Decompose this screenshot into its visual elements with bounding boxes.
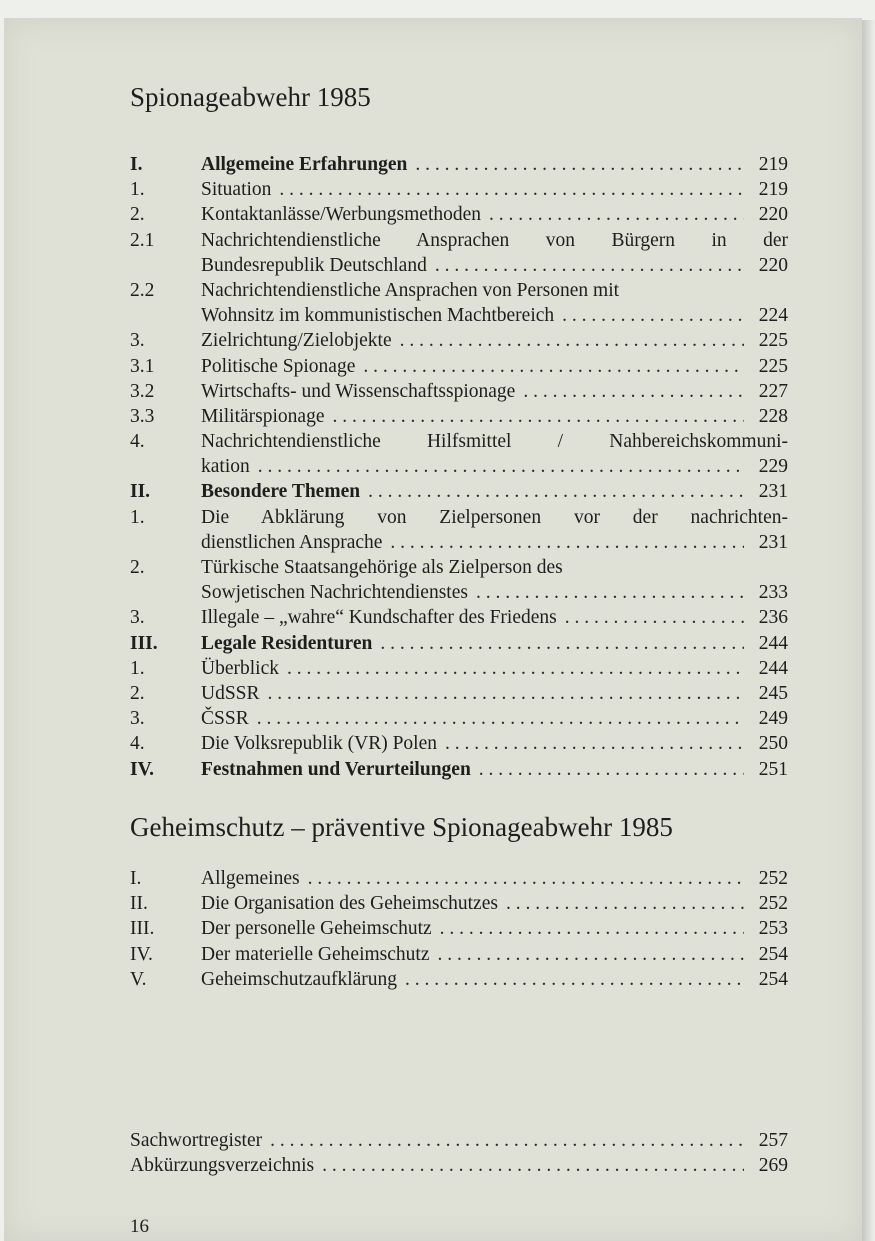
toc-entry[interactable] <box>130 152 788 177</box>
toc-entry-title: Der materielle Geheimschutz <box>201 943 430 965</box>
dot-leader <box>332 404 744 429</box>
toc-entry-leader-line <box>201 967 788 992</box>
toc-entry-leader-line <box>201 177 788 202</box>
toc-entry-number: 2.1 <box>130 229 155 251</box>
toc-entry-leader-line <box>201 454 788 479</box>
toc-entry-page: 225 <box>758 355 788 377</box>
toc-entry[interactable] <box>130 866 788 891</box>
toc-entry-number: III. <box>130 632 158 654</box>
toc-entry[interactable] <box>130 505 788 555</box>
section-title-spionageabwehr: Spionageabwehr 1985 <box>130 82 371 112</box>
toc-entry-text <box>201 681 788 706</box>
toc-entry-title: Legale Residenturen <box>201 632 373 654</box>
dot-leader <box>368 479 744 504</box>
dot-leader <box>363 354 744 379</box>
dot-leader <box>400 328 744 353</box>
toc-entry-page: 269 <box>758 1155 788 1177</box>
toc-entry[interactable] <box>130 555 788 605</box>
toc-entry-number: IV. <box>130 943 153 965</box>
dot-leader <box>258 454 744 479</box>
toc-entry-leader-line <box>201 404 788 429</box>
toc-entry-page: 220 <box>758 254 788 276</box>
toc-entry-number: 3.3 <box>130 405 155 427</box>
toc-entry-leader-line <box>201 354 788 379</box>
toc-entry-title: Militärspionage <box>201 405 325 427</box>
dot-leader <box>270 1128 744 1153</box>
toc-entry[interactable] <box>130 379 788 404</box>
toc-entry-text <box>201 967 788 992</box>
toc-entry-text <box>201 505 788 555</box>
toc-entry-title: Die Volksrepublik (VR) Polen <box>201 733 437 755</box>
toc-entry-title: Wohnsitz im kommunistischen Machtbereich <box>201 305 555 327</box>
toc-entry-title: Illegale – „wahre“ Kundschafter des Friedens <box>201 607 557 629</box>
toc-entry-title: Wirtschafts- und Wissenschaftsspionage <box>201 380 516 402</box>
toc-entry-number: III. <box>130 918 155 940</box>
toc-entry-title: Sachwortregister <box>130 1130 263 1151</box>
dot-leader <box>435 253 744 278</box>
book-page <box>4 18 862 1241</box>
toc-entry[interactable] <box>130 605 788 630</box>
toc-entry-leader-line <box>201 605 788 630</box>
dot-leader <box>405 967 744 992</box>
toc-entry-number: 2. <box>130 683 145 705</box>
toc-entry-page: 224 <box>758 305 788 327</box>
toc-entry-leader-line <box>201 530 788 555</box>
dot-leader <box>279 177 744 202</box>
toc-entry-text <box>201 706 788 731</box>
toc-entry-leader-line <box>130 1153 788 1178</box>
dot-leader <box>257 706 744 731</box>
toc-entry-title-first-line: Nachrichtendienstliche Ansprachen von Bürgern in der <box>201 229 788 251</box>
toc-entry-number: 3. <box>130 607 145 629</box>
dot-leader <box>445 731 744 756</box>
toc-entry-text <box>201 177 788 202</box>
toc-entry-title: Festnahmen und Verurteilungen <box>201 758 471 780</box>
toc-entry[interactable] <box>130 202 788 227</box>
toc-entry-number: II. <box>130 893 148 915</box>
dot-leader <box>390 530 744 555</box>
toc-entry-title: Allgemeine Erfahrungen <box>201 154 408 175</box>
toc-entry-title: Abkürzungsverzeichnis <box>130 1155 315 1177</box>
toc-entry-text <box>201 152 788 177</box>
toc-entry-leader-line <box>201 303 788 328</box>
toc-entry-leader-line <box>201 152 788 177</box>
dot-leader <box>440 916 744 941</box>
toc-entry-page: 257 <box>758 1130 788 1151</box>
toc-entry-number: I. <box>130 868 142 889</box>
toc-entry[interactable] <box>130 177 788 202</box>
toc-entry-text <box>201 757 788 782</box>
dot-leader <box>308 866 744 891</box>
toc-entry-number: 1. <box>130 179 145 201</box>
toc-entry[interactable] <box>130 1153 788 1178</box>
toc-entry-title: Der personelle Geheimschutz <box>201 918 432 940</box>
toc-entry[interactable] <box>130 757 788 782</box>
toc-entry-page: 228 <box>758 405 788 427</box>
toc-entry-leader-line <box>201 631 788 656</box>
toc-entry-title: UdSSR <box>201 683 260 705</box>
dot-leader <box>506 891 744 916</box>
toc-entry[interactable] <box>130 631 788 656</box>
toc-entry-title: kation <box>201 456 250 478</box>
toc-entry-title: Besondere Themen <box>201 481 361 503</box>
toc-entry-page: 244 <box>758 632 788 654</box>
toc-entry-title: dienstlichen Ansprache <box>201 531 383 553</box>
toc-entry-number: 4. <box>130 431 145 453</box>
toc-entry-page: 251 <box>758 758 788 780</box>
toc-entry-page: 219 <box>758 154 788 175</box>
toc-entry-leader-line <box>201 706 788 731</box>
toc-entry-text <box>201 479 788 504</box>
toc-entry-title: Kontaktanlässe/Werbungsmethoden <box>201 204 482 226</box>
toc-entry-number: 3. <box>130 330 145 352</box>
toc-entry-page: 227 <box>758 380 788 402</box>
toc-entry-number: 3.1 <box>130 355 155 377</box>
toc-spionageabwehr <box>130 152 788 782</box>
toc-entry-leader-line <box>201 253 788 278</box>
toc-entry-text <box>201 404 788 429</box>
toc-entry-text <box>201 328 788 353</box>
toc-entry[interactable] <box>130 1128 788 1153</box>
toc-entry-title: Überblick <box>201 657 279 679</box>
toc-entry-leader-line <box>201 757 788 782</box>
dot-leader <box>268 681 744 706</box>
toc-entry-title: Allgemeines <box>201 868 300 889</box>
toc-entry-text <box>201 731 788 756</box>
toc-entry[interactable] <box>130 404 788 429</box>
section-title-geheimschutz: Geheimschutz – präventive Spionageabwehr 1985 <box>130 812 673 842</box>
dot-leader <box>322 1153 744 1178</box>
toc-entry-page: 220 <box>758 204 788 226</box>
toc-entry-page: 249 <box>758 708 788 730</box>
toc-entry-text <box>201 605 788 630</box>
toc-entry[interactable] <box>130 656 788 681</box>
toc-entry-text <box>201 379 788 404</box>
toc-entry-leader-line <box>201 328 788 353</box>
toc-entry-text <box>201 429 788 479</box>
toc-entry-number: 3. <box>130 708 145 730</box>
toc-entry-number: I. <box>130 154 143 175</box>
toc-entry-leader-line <box>201 479 788 504</box>
toc-entry-page: 245 <box>758 683 788 705</box>
toc-entry-leader-line <box>201 202 788 227</box>
dot-leader <box>479 757 744 782</box>
toc-entry[interactable] <box>130 354 788 379</box>
toc-entry-text <box>201 631 788 656</box>
dot-leader <box>523 379 744 404</box>
dot-leader <box>415 152 744 177</box>
toc-entry-title-first-line: Türkische Staatsangehörige als Zielperson des <box>201 557 563 579</box>
toc-entry-leader-line <box>201 891 788 916</box>
toc-entry-number: 3.2 <box>130 380 155 402</box>
toc-entry-title: Geheimschutzaufklärung <box>201 968 398 990</box>
toc-entry-page: 225 <box>758 330 788 352</box>
toc-entry-text <box>201 354 788 379</box>
toc-entry-leader-line <box>201 681 788 706</box>
toc-entry-leader-line <box>201 942 788 967</box>
toc-entry-text <box>201 656 788 681</box>
toc-entry[interactable] <box>130 967 788 992</box>
toc-entry-page: 244 <box>758 657 788 679</box>
toc-entry-page: 254 <box>758 968 788 990</box>
toc-entry[interactable] <box>130 916 788 941</box>
toc-entry[interactable] <box>130 891 788 916</box>
toc-entry[interactable] <box>130 278 788 328</box>
toc-entry-page: 233 <box>758 582 788 604</box>
toc-entry-title: Politische Spionage <box>201 355 356 377</box>
toc-entry-page: 229 <box>758 456 788 478</box>
toc-entry-title: Situation <box>201 179 272 201</box>
toc-entry-text <box>130 1128 788 1153</box>
toc-entry-leader-line <box>201 580 788 605</box>
toc-entry-page: 236 <box>758 607 788 629</box>
toc-entry-title: ČSSR <box>201 708 249 730</box>
dot-leader <box>489 202 744 227</box>
toc-entry-text <box>201 891 788 916</box>
toc-entry-number: 2. <box>130 204 145 226</box>
toc-entry-page: 253 <box>758 918 788 940</box>
toc-entry-page: 231 <box>758 481 788 503</box>
toc-entry-number: 4. <box>130 733 145 755</box>
dot-leader <box>565 605 744 630</box>
toc-entry-text <box>201 555 788 605</box>
toc-entry-text <box>201 228 788 278</box>
toc-entry-number: II. <box>130 481 151 503</box>
dot-leader <box>287 656 744 681</box>
toc-entry-title-first-line: Nachrichtendienstliche Hilfsmittel / Nahbereichskommuni- <box>201 431 788 453</box>
toc-entry-title-first-line: Nachrichtendienstliche Ansprachen von Personen mit <box>201 279 620 301</box>
toc-entry-text <box>201 942 788 967</box>
toc-entry-page: 252 <box>758 868 788 889</box>
toc-entry-title: Sowjetischen Nachrichtendienstes <box>201 582 468 604</box>
toc-entry-number: IV. <box>130 758 155 780</box>
toc-entry[interactable] <box>130 681 788 706</box>
toc-entry-text <box>201 202 788 227</box>
toc-entry-leader-line <box>201 866 788 891</box>
toc-entry-number: 1. <box>130 506 145 528</box>
toc-entry-leader-line <box>130 1128 788 1153</box>
toc-entry-title: Zielrichtung/Zielobjekte <box>201 330 392 352</box>
dot-leader <box>562 303 744 328</box>
dot-leader <box>476 580 744 605</box>
toc-entry-title: Bundesrepublik Deutschland <box>201 254 427 276</box>
toc-entry-text <box>130 1153 788 1178</box>
toc-entry[interactable] <box>130 328 788 353</box>
toc-entry-leader-line <box>201 916 788 941</box>
toc-entry[interactable] <box>130 731 788 756</box>
toc-entry-page: 252 <box>758 893 788 915</box>
toc-entry[interactable] <box>130 479 788 504</box>
toc-geheimschutz <box>130 866 788 992</box>
toc-entry-leader-line <box>201 379 788 404</box>
toc-entry-page: 231 <box>758 531 788 553</box>
toc-entry-text <box>201 916 788 941</box>
toc-appendix <box>130 1128 788 1178</box>
toc-entry-text <box>201 278 788 328</box>
toc-entry-text <box>201 866 788 891</box>
toc-entry-number: 2.2 <box>130 279 155 301</box>
toc-entry[interactable] <box>130 429 788 479</box>
toc-entry[interactable] <box>130 942 788 967</box>
toc-entry-page: 250 <box>758 733 788 755</box>
toc-entry-number: V. <box>130 968 147 990</box>
toc-entry[interactable] <box>130 706 788 731</box>
toc-entry-title-first-line: Die Abklärung von Zielpersonen vor der nachrichten- <box>201 506 788 528</box>
toc-entry-title: Die Organisation des Geheimschutzes <box>201 893 498 915</box>
dot-leader <box>437 942 744 967</box>
toc-entry-leader-line <box>201 656 788 681</box>
page-number: 16 <box>130 1216 149 1237</box>
toc-entry-number: 2. <box>130 557 145 579</box>
dot-leader <box>380 631 744 656</box>
toc-entry-page: 219 <box>758 179 788 201</box>
toc-entry-number: 1. <box>130 657 145 679</box>
toc-entry-leader-line <box>201 731 788 756</box>
toc-entry[interactable] <box>130 228 788 278</box>
toc-entry-page: 254 <box>758 943 788 965</box>
